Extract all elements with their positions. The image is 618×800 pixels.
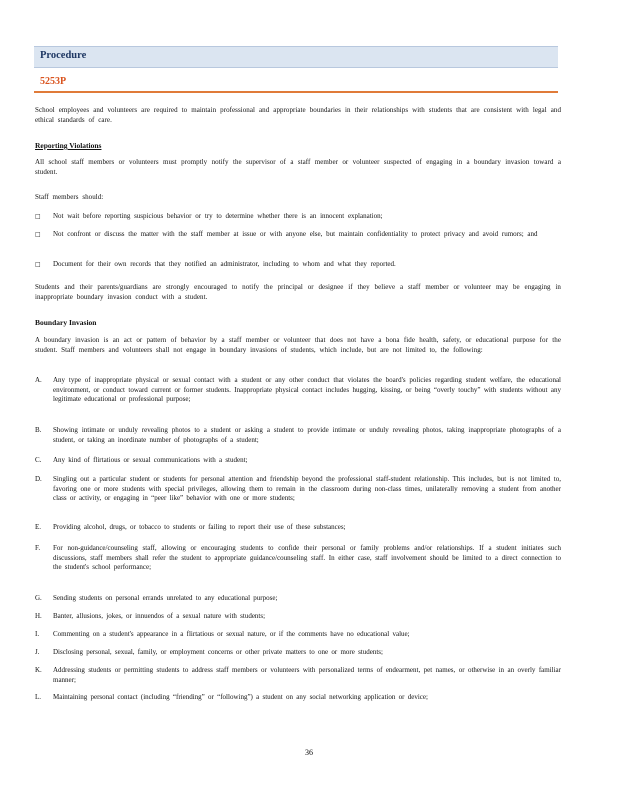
should-label: Staff members should: [35, 193, 104, 201]
page-number: 36 [305, 748, 313, 757]
section-header-bar [34, 46, 558, 68]
item-text: Disclosing personal, sexual, family, or employment concerns or other private matters to one or more students; [53, 648, 383, 656]
item-letter: H. [35, 612, 42, 620]
item-letter: A. [35, 376, 42, 384]
item-letter: G. [35, 594, 42, 602]
checkbox-bullet-icon: □ [35, 231, 41, 238]
checkbox-bullet-icon: □ [35, 213, 41, 220]
bullet-text: Document for their own records that they notified an administrator, including to whom and what they reported. [53, 260, 396, 268]
item-text: Addressing students or permitting students to address staff members or volunteers with personalized terms of endearment, pet names, or otherwise in an overly familiar manner; [53, 666, 561, 684]
intro-paragraph: School employees and volunteers are required to maintain professional and appropriate boundaries in their relationships with students that are consistent with legal and ethical standards of care. [35, 106, 561, 124]
item-text: Commenting on a student's appearance in a flirtatious or sexual nature, or if the comments have no educational value; [53, 630, 410, 638]
section-label: Procedure [40, 50, 87, 61]
bullet-text: Not confront or discuss the matter with the staff member at issue or with anyone else, but maintain confidentiality to protect privacy and avoid rumors; and [53, 230, 538, 238]
item-letter: K. [35, 666, 42, 674]
item-letter: J. [35, 648, 40, 656]
checkbox-bullet-icon: □ [35, 261, 41, 268]
item-letter: D. [35, 475, 42, 483]
item-text: Maintaining personal contact (including “friending” or “following”) a student on any social networking application or device; [53, 693, 428, 701]
item-text: Providing alcohol, drugs, or tobacco to students or failing to report their use of these substances; [53, 523, 346, 531]
item-letter: F. [35, 544, 41, 552]
item-letter: B. [35, 426, 42, 434]
item-text: For non-guidance/counseling staff, allowing or encouraging students to confide their personal or family problems and/or relationships. If a student initiates such discussions, staff members shall refer the student to appropriate guidance/counseling staff. In either case, staff involvement should be limited to a direct connection to the student's school performance; [53, 544, 561, 571]
item-text: Any type of inappropriate physical or sexual contact with a student or any other conduct that violates the board's policies regarding student welfare, the educational environment, or conduct toward current or former students. Inappropriate physical contact includes hugging, kissing, or being “overly touchy” with students without any legitimate educational or professional purpose; [53, 376, 561, 403]
item-letter: I. [35, 630, 40, 638]
reporting-heading: Reporting Violations [35, 141, 102, 150]
item-text: Sending students on personal errands unrelated to any educational purpose; [53, 594, 278, 602]
reporting-closing-paragraph: Students and their parents/guardians are strongly encouraged to notify the principal or designee if they believe a staff member or volunteer may be engaging in inappropriate boundary invasion conduct with a student. [35, 283, 561, 301]
reporting-paragraph: All school staff members or volunteers must promptly notify the supervisor of a staff member or volunteer suspected of engaging in a boundary invasion toward a student. [35, 158, 561, 176]
header-divider [34, 91, 558, 93]
item-letter: E. [35, 523, 42, 531]
boundary-paragraph: A boundary invasion is an act or pattern of behavior by a staff member or volunteer that does not have a bona fide health, safety, or educational purpose for the student. Staff members and volunteers shall not engage in boundary invasions of students, which include, but are not limited to, the following: [35, 336, 561, 354]
item-text: Showing intimate or unduly revealing photos to a student or asking a student to provide intimate or unduly revealing photos, taking inappropriate photographs of a student, or taking an inordinate number of photographs of a student; [53, 426, 561, 444]
bullet-text: Not wait before reporting suspicious behavior or try to determine whether there is an innocent explanation; [53, 212, 383, 220]
item-letter: L. [35, 693, 42, 701]
boundary-heading: Boundary Invasion [35, 318, 97, 327]
policy-code: 5253P [40, 76, 67, 87]
item-text: Singling out a particular student or students for personal attention and friendship beyond the professional staff-student relationship. This includes, but is not limited to, favoring one or more students with special privileges, allowing them to remain in the classroom during non-class times, unilaterally removing a student from another class or activity, or engaging in “peer like” behavior with one or more students; [53, 475, 561, 502]
item-text: Banter, allusions, jokes, or innuendos of a sexual nature with students; [53, 612, 266, 620]
item-letter: C. [35, 456, 42, 464]
item-text: Any kind of flirtatious or sexual communications with a student; [53, 456, 248, 464]
